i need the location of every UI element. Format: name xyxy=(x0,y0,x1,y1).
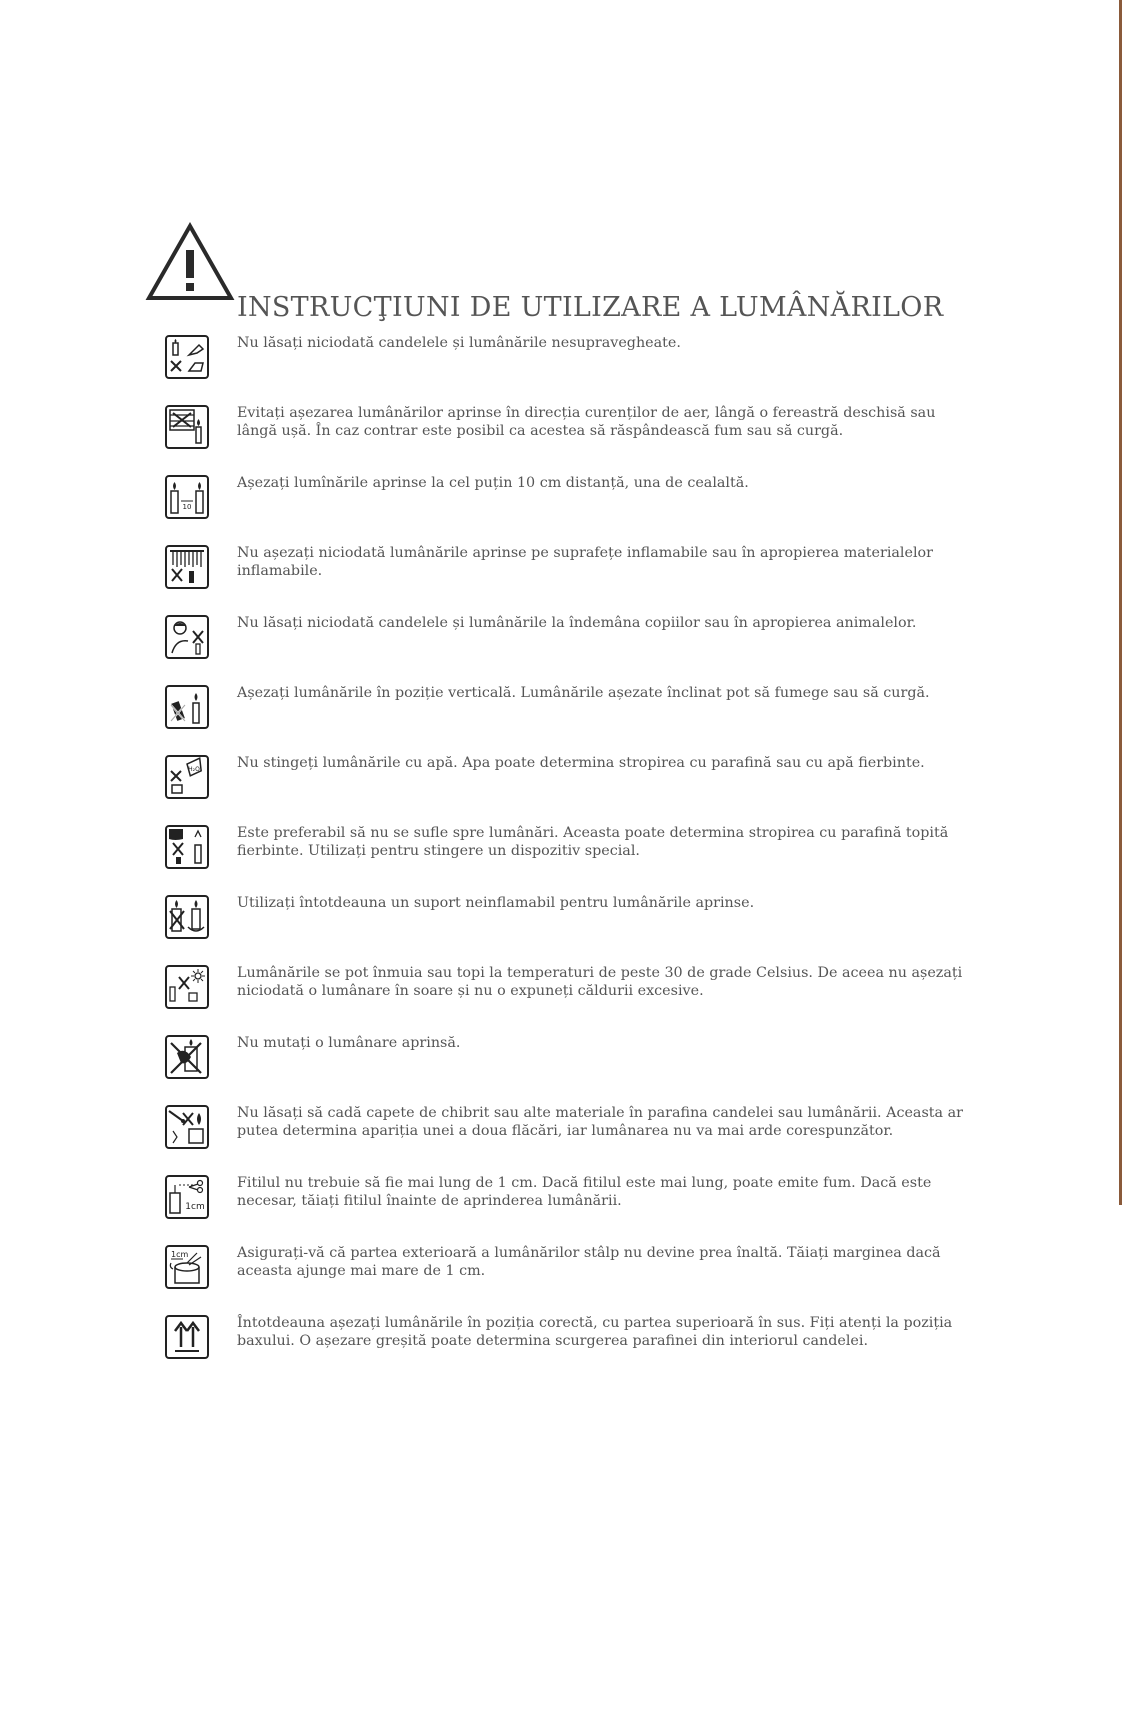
svg-text:10: 10 xyxy=(182,503,192,511)
instruction-text: Întotdeauna așezați lumânările în poziția corectă, cu partea superioară în sus. Fiți atenți la poziția baxului. O așezare greșită poate determina scurgerea parafinei din interiorul candelei. xyxy=(237,1315,953,1349)
list-item xyxy=(145,1035,975,1105)
list-item xyxy=(145,895,975,965)
vertical-candle-icon xyxy=(165,685,209,729)
instruction-list xyxy=(145,335,975,1385)
nonflammable-holder-icon xyxy=(165,895,209,939)
list-item xyxy=(145,615,975,685)
instruction-text: Lumânările se pot înmuia sau topi la temperaturi de peste 30 de grade Celsius. De aceea nu așezați niciodată o lumânare în soare și nu o expuneți căldurii excesive. xyxy=(237,965,963,999)
rim-trim-icon xyxy=(165,1245,209,1289)
list-item xyxy=(145,755,975,825)
heat-sun-icon xyxy=(165,965,209,1009)
no-blowing-icon xyxy=(165,825,209,869)
instruction-text: Nu lăsați niciodată candelele și lumânările la îndemâna copiilor sau în apropierea animalelor. xyxy=(237,615,917,631)
candle-distance-icon xyxy=(165,475,209,519)
instruction-text: Așezați lumânările în poziție verticală. Lumânările așezate înclinat pot să fumege sau să curgă. xyxy=(237,685,930,701)
list-item xyxy=(145,1315,975,1385)
list-item xyxy=(145,545,975,615)
svg-text:H₂O: H₂O xyxy=(188,766,200,773)
unattended-candle-icon xyxy=(165,335,209,379)
instruction-text: Nu mutați o lumânare aprinsă. xyxy=(237,1035,461,1051)
one-cm-label: 1cm xyxy=(171,1250,189,1259)
one-cm-label: 1cm xyxy=(185,1202,205,1212)
list-item xyxy=(145,1245,975,1315)
list-item xyxy=(145,965,975,1035)
instruction-text: Așezați lumînările aprinse la cel puțin 10 cm distanță, una de cealaltă. xyxy=(237,475,749,491)
list-item xyxy=(145,405,975,475)
list-item xyxy=(145,475,975,545)
instruction-text: Nu stingeți lumânările cu apă. Apa poate determina stropirea cu parafină sau cu apă fierbinte. xyxy=(237,755,925,771)
flammable-curtain-icon xyxy=(165,545,209,589)
instruction-text: Evitați așezarea lumânărilor aprinse în direcția curenților de aer, lângă o fereastră deschisă sau lângă ușă. În caz contrar este posibil ca acestea să răspândească fum sau să curgă. xyxy=(237,405,936,439)
this-side-up-icon xyxy=(165,1315,209,1359)
instruction-text: Este preferabil să nu se sufle spre lumânări. Aceasta poate determina stropirea cu parafină topită fierbinte. Utilizați pentru stingere un dispozitiv special. xyxy=(237,825,949,859)
page-title: INSTRUCŢIUNI DE UTILIZARE A LUMÂNĂRILOR xyxy=(237,292,944,324)
wick-trim-icon xyxy=(165,1175,209,1219)
instruction-text: Fitilul nu trebuie să fie mai lung de 1 cm. Dacă fitilul este mai lung, poate emite fum. Dacă este necesar, tăiați fitilul înainte de aprinderea lumânării. xyxy=(237,1175,932,1209)
list-item xyxy=(145,335,975,405)
list-item xyxy=(145,1105,975,1175)
match-debris-icon xyxy=(165,1105,209,1149)
document-page xyxy=(145,222,975,1349)
instruction-text: Nu așezați niciodată lumânările aprinse pe suprafețe inflamabile sau în apropierea materialelor inflamabile. xyxy=(237,545,933,579)
header xyxy=(145,222,975,324)
list-item xyxy=(145,685,975,755)
instruction-text: Asigurați-vă că partea exterioară a lumânărilor stâlp nu devine prea înaltă. Tăiați marginea dacă aceasta ajunge mai mare de 1 cm. xyxy=(237,1245,941,1279)
list-item xyxy=(145,825,975,895)
instruction-text: Utilizați întotdeauna un suport neinflamabil pentru lumânările aprinse. xyxy=(237,895,755,911)
instruction-text: Nu lăsați niciodată candelele și lumânările nesupravegheate. xyxy=(237,335,681,351)
children-pets-icon xyxy=(165,615,209,659)
draft-window-icon xyxy=(165,405,209,449)
list-item xyxy=(145,1175,975,1245)
no-water-icon xyxy=(165,755,209,799)
warning-triangle-icon xyxy=(145,222,235,304)
instruction-text: Nu lăsați să cadă capete de chibrit sau alte materiale în parafina candelei sau lumânării. Aceasta ar putea determina apariția unei a doua flăcări, iar lumânarea nu va mai arde corespunzător. xyxy=(237,1105,963,1139)
do-not-move-icon xyxy=(165,1035,209,1079)
